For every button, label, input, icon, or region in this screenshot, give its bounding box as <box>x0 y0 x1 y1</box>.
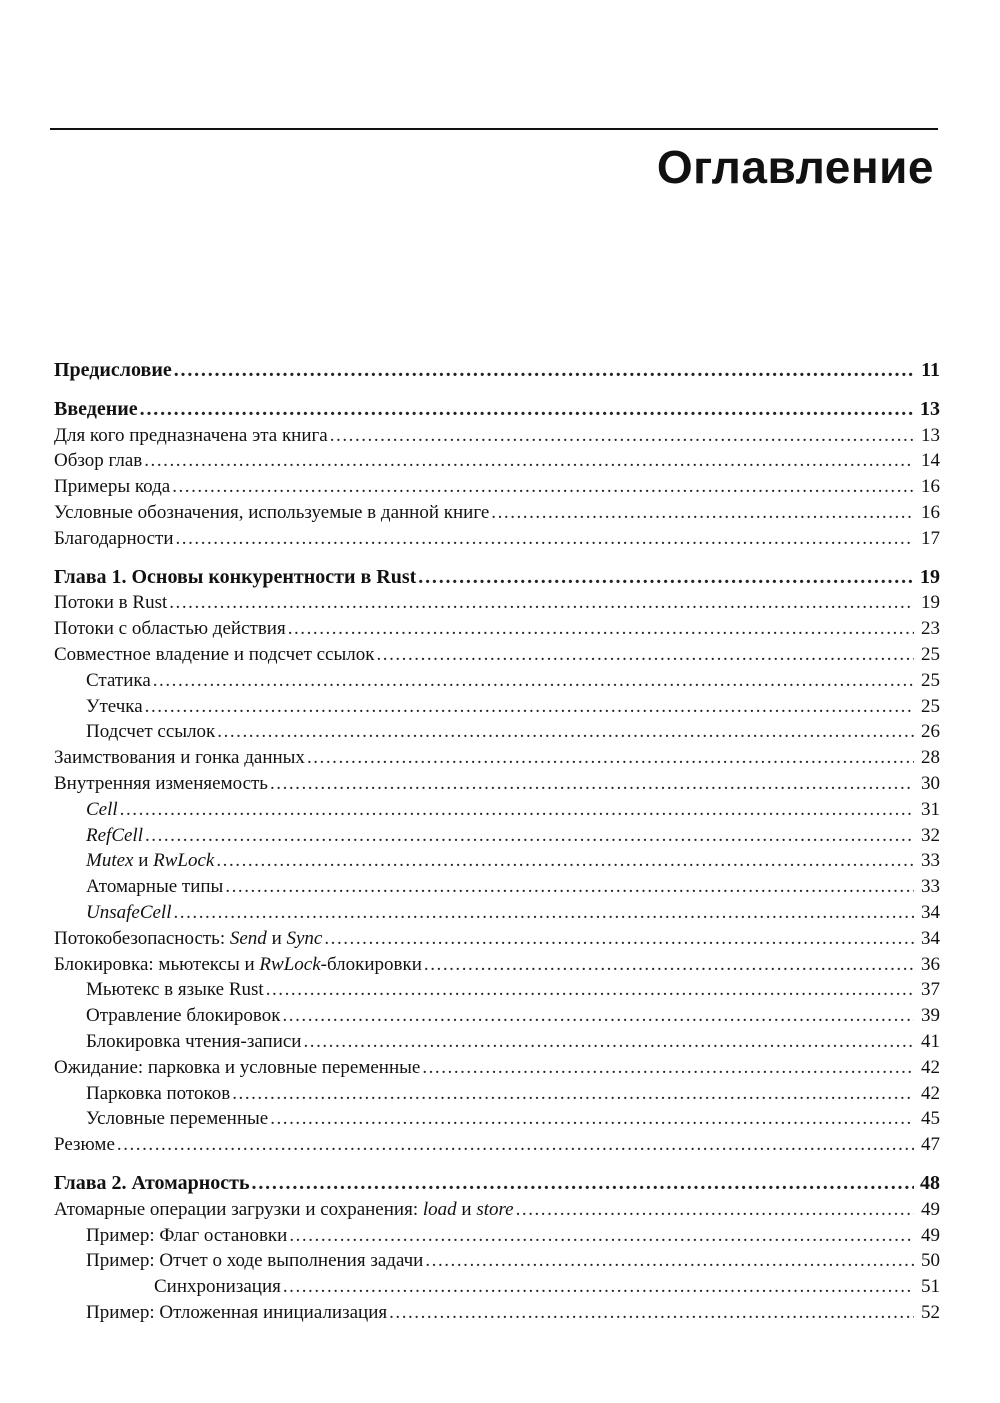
toc-entry-label-segment: Mutex <box>86 850 134 872</box>
toc-entry-label <box>86 1029 301 1055</box>
toc-entry[interactable] <box>54 526 940 552</box>
toc-entry-label-segment: Парковка потоков <box>86 1082 231 1104</box>
dot-leader <box>303 1029 914 1055</box>
toc-entry-label <box>54 358 172 384</box>
toc-entry-page-number: 32 <box>921 824 940 846</box>
toc-entry-label <box>54 616 286 642</box>
dot-leader <box>140 397 914 423</box>
toc-entry-label-segment: Глава 2. Атомарность <box>54 1171 250 1194</box>
toc-entry-label <box>86 1081 230 1107</box>
toc-entry[interactable] <box>54 823 940 849</box>
toc-entry-label-segment: Подсчет ссылок <box>86 721 216 743</box>
toc-entry[interactable] <box>54 1248 940 1274</box>
toc-entry-page-number: 42 <box>921 1082 940 1104</box>
toc-entry-page-number: 30 <box>921 772 940 794</box>
toc-entry-label <box>86 1223 287 1249</box>
toc-entry[interactable] <box>54 1029 940 1055</box>
toc-entry-label-segment: UnsafeCell <box>86 901 172 923</box>
table-of-contents <box>54 358 940 1326</box>
toc-entry-label <box>86 977 264 1003</box>
dot-leader <box>252 1171 914 1197</box>
dot-leader <box>389 1300 914 1326</box>
toc-entry-label <box>86 1106 268 1132</box>
toc-entry[interactable] <box>54 1171 940 1197</box>
toc-entry-label-segment: и <box>456 1198 477 1220</box>
toc-entry-label-segment: Cell <box>86 798 118 820</box>
dot-leader <box>117 1132 914 1158</box>
dot-leader <box>153 668 914 694</box>
toc-entry-page-number: 51 <box>921 1276 940 1298</box>
toc-entry-page-number: 37 <box>921 979 940 1001</box>
toc-entry[interactable] <box>54 1106 940 1132</box>
dot-leader <box>283 1274 914 1300</box>
dot-leader <box>174 900 915 926</box>
toc-entry-label-segment: -блокировки <box>320 953 422 975</box>
dot-leader <box>376 642 914 668</box>
toc-entry-page-number: 34 <box>921 927 940 949</box>
toc-entry-page-number: 36 <box>921 953 940 975</box>
toc-entry-label-segment: Потокобезопасность: <box>54 927 230 949</box>
toc-entry-label <box>86 848 214 874</box>
toc-entry-page-number: 25 <box>921 669 940 691</box>
toc-entry-label <box>86 900 172 926</box>
dot-leader <box>144 448 914 474</box>
toc-entry[interactable] <box>54 719 940 745</box>
toc-entry-page-number: 33 <box>921 876 940 898</box>
toc-entry-page-number: 11 <box>921 359 940 381</box>
toc-entry-label-segment: Внутренняя изменяемость <box>54 772 268 794</box>
toc-entry[interactable] <box>54 977 940 1003</box>
toc-entry-page-number: 25 <box>921 695 940 717</box>
toc-entry-label-segment: Блокировка чтения-записи <box>86 1030 302 1052</box>
toc-entry-label <box>154 1274 281 1300</box>
toc-entry-label-segment: Резюме <box>54 1134 115 1156</box>
dot-leader <box>225 874 914 900</box>
toc-entry-page-number: 47 <box>921 1134 940 1156</box>
dot-leader <box>270 771 914 797</box>
toc-entry[interactable] <box>54 952 940 978</box>
toc-entry-page-number: 19 <box>920 565 940 588</box>
toc-entry[interactable] <box>54 423 940 449</box>
toc-entry[interactable] <box>54 642 940 668</box>
toc-entry-label-segment: Атомарные типы <box>86 876 224 898</box>
dot-leader <box>425 1248 914 1274</box>
dot-leader <box>491 500 914 526</box>
dot-leader <box>216 848 914 874</box>
toc-entry-page-number: 45 <box>921 1108 940 1130</box>
toc-entry[interactable] <box>54 1003 940 1029</box>
toc-entry-label-segment: Обзор глав <box>54 450 143 472</box>
toc-entry-label-segment: Ожидание: парковка и условные переменные <box>54 1056 421 1078</box>
toc-entry-label <box>86 1003 281 1029</box>
toc-entry-label <box>54 1171 250 1197</box>
toc-entry-label <box>86 874 223 900</box>
toc-entry-page-number: 31 <box>921 798 940 820</box>
toc-entry-page-number: 19 <box>921 592 940 614</box>
toc-entry[interactable] <box>54 500 940 526</box>
toc-entry[interactable] <box>54 900 940 926</box>
dot-leader <box>289 1223 914 1249</box>
toc-entry-label-segment: Условные переменные <box>86 1108 269 1130</box>
toc-entry-label <box>54 423 328 449</box>
header-rule <box>50 128 938 130</box>
toc-entry-label-segment: Утечка <box>86 695 143 717</box>
toc-entry-label-segment: load <box>422 1198 457 1220</box>
toc-entry-label-segment: RwLock <box>259 953 321 975</box>
dot-leader <box>418 565 914 591</box>
toc-entry-label-segment: Заимствования и гонка данных <box>54 747 305 769</box>
toc-entry-label-segment: Для кого предназначена эта книга <box>54 424 328 446</box>
toc-entry[interactable] <box>54 565 940 591</box>
dot-leader <box>288 616 914 642</box>
toc-entry-label <box>54 642 374 668</box>
dot-leader <box>145 823 914 849</box>
toc-entry-label <box>54 448 142 474</box>
dot-leader <box>232 1081 914 1107</box>
toc-entry-label <box>54 1132 115 1158</box>
toc-entry[interactable] <box>54 668 940 694</box>
toc-entry-label-segment: Пример: Флаг остановки <box>86 1224 288 1246</box>
dot-leader <box>176 526 915 552</box>
toc-entry-label-segment: Благодарности <box>54 527 174 549</box>
toc-entry-label <box>54 500 489 526</box>
toc-entry-label <box>54 397 138 423</box>
dot-leader <box>174 358 914 384</box>
toc-entry[interactable] <box>54 848 940 874</box>
toc-entry-label-segment: Блокировка: мьютексы и <box>54 953 260 975</box>
dot-leader <box>169 590 914 616</box>
dot-leader <box>172 474 914 500</box>
toc-entry-page-number: 13 <box>921 424 940 446</box>
toc-entry[interactable] <box>54 397 940 423</box>
toc-entry-page-number: 13 <box>920 397 940 420</box>
toc-entry-page-number: 49 <box>921 1224 940 1246</box>
dot-leader <box>330 423 914 449</box>
toc-entry-label <box>86 823 143 849</box>
toc-entry-label <box>54 565 416 591</box>
toc-entry-label-segment: Send <box>229 927 267 949</box>
toc-entry-label <box>54 590 167 616</box>
toc-entry[interactable] <box>54 358 940 384</box>
toc-entry-label-segment: Совместное владение и подсчет ссылок <box>54 643 375 665</box>
dot-leader <box>422 1055 914 1081</box>
toc-entry-page-number: 39 <box>921 1005 940 1027</box>
toc-entry[interactable] <box>54 474 940 500</box>
toc-entry-page-number: 34 <box>921 901 940 923</box>
toc-entry-label-segment: Пример: Отложенная инициализация <box>86 1301 388 1323</box>
toc-entry-page-number: 41 <box>921 1030 940 1052</box>
toc-entry[interactable] <box>54 1132 940 1158</box>
dot-leader <box>516 1197 914 1223</box>
dot-leader <box>266 977 914 1003</box>
toc-entry[interactable] <box>54 1274 940 1300</box>
toc-entry-page-number: 48 <box>920 1171 940 1194</box>
toc-entry-page-number: 42 <box>921 1056 940 1078</box>
toc-entry-label-segment: Примеры кода <box>54 476 171 498</box>
toc-entry-label <box>54 926 322 952</box>
toc-entry[interactable] <box>54 797 940 823</box>
toc-entry-label-segment: Условные обозначения, используемые в данной книге <box>54 501 490 523</box>
toc-entry-page-number: 49 <box>921 1198 940 1220</box>
dot-leader <box>307 745 914 771</box>
toc-entry-label-segment: Пример: Отчет о ходе выполнения задачи <box>86 1250 424 1272</box>
toc-entry-page-number: 28 <box>921 747 940 769</box>
toc-entry-label <box>86 719 215 745</box>
dot-leader <box>324 926 914 952</box>
toc-entry-page-number: 50 <box>921 1250 940 1272</box>
toc-entry-label <box>54 474 170 500</box>
toc-entry-label-segment: Sync <box>286 927 323 949</box>
dot-leader <box>120 797 914 823</box>
toc-entry-label-segment: и <box>133 850 154 872</box>
toc-entry[interactable] <box>54 745 940 771</box>
toc-entry-page-number: 14 <box>921 450 940 472</box>
toc-entry-label-segment: RefCell <box>86 824 143 846</box>
toc-entry-page-number: 23 <box>921 618 940 640</box>
toc-entry-label-segment: Введение <box>54 397 138 420</box>
toc-entry-page-number: 33 <box>921 850 940 872</box>
toc-entry-label <box>54 1055 420 1081</box>
toc-entry-label <box>54 771 268 797</box>
toc-entry[interactable] <box>54 1197 940 1223</box>
toc-entry-page-number: 16 <box>921 476 940 498</box>
toc-entry-label <box>54 1197 514 1223</box>
dot-leader <box>424 952 914 978</box>
toc-entry[interactable] <box>54 694 940 720</box>
page-title: Оглавление <box>656 141 934 193</box>
toc-entry-page-number: 26 <box>921 721 940 743</box>
toc-entry-label-segment: Предисловие <box>54 359 172 381</box>
toc-entry-page-number: 52 <box>921 1301 940 1323</box>
toc-entry-label <box>86 1248 423 1274</box>
dot-leader <box>217 719 914 745</box>
toc-entry[interactable] <box>54 1081 940 1107</box>
toc-entry[interactable] <box>54 926 940 952</box>
toc-entry[interactable] <box>54 590 940 616</box>
toc-entry-page-number: 16 <box>921 501 940 523</box>
dot-leader <box>145 694 914 720</box>
toc-entry[interactable] <box>54 771 940 797</box>
toc-entry-label <box>86 694 143 720</box>
dot-leader <box>283 1003 915 1029</box>
toc-entry-label <box>86 797 118 823</box>
toc-entry-label-segment: Потоки в Rust <box>54 592 168 614</box>
toc-entry-label-segment: RwLock <box>153 850 215 872</box>
toc-entry-label-segment: Синхронизация <box>154 1276 281 1298</box>
toc-entry-label-segment: Атомарные операции загрузки и сохранения: <box>54 1198 423 1220</box>
toc-entry[interactable] <box>54 874 940 900</box>
toc-entry-label-segment: Статика <box>86 669 151 691</box>
toc-entry-label <box>86 1300 387 1326</box>
toc-entry-label-segment: Глава 1. Основы конкурентности в Rust <box>54 565 417 588</box>
toc-entry-label <box>54 745 305 771</box>
toc-entry[interactable] <box>54 616 940 642</box>
dot-leader <box>270 1106 914 1132</box>
toc-entry-label-segment: Отравление блокировок <box>86 1005 281 1027</box>
toc-entry[interactable] <box>54 1055 940 1081</box>
toc-entry-label-segment: Потоки с областью действия <box>54 618 286 640</box>
toc-entry-label <box>86 668 151 694</box>
toc-entry-label-segment: store <box>476 1198 514 1220</box>
toc-entry-label <box>54 526 174 552</box>
toc-entry[interactable] <box>54 448 940 474</box>
toc-entry-label-segment: и <box>266 927 287 949</box>
toc-entry[interactable] <box>54 1300 940 1326</box>
toc-entry-label <box>54 952 422 978</box>
toc-entry-page-number: 25 <box>921 643 940 665</box>
toc-entry-label-segment: Мьютекс в языке Rust <box>86 979 264 1001</box>
toc-entry[interactable] <box>54 1223 940 1249</box>
toc-entry-page-number: 17 <box>921 527 940 549</box>
